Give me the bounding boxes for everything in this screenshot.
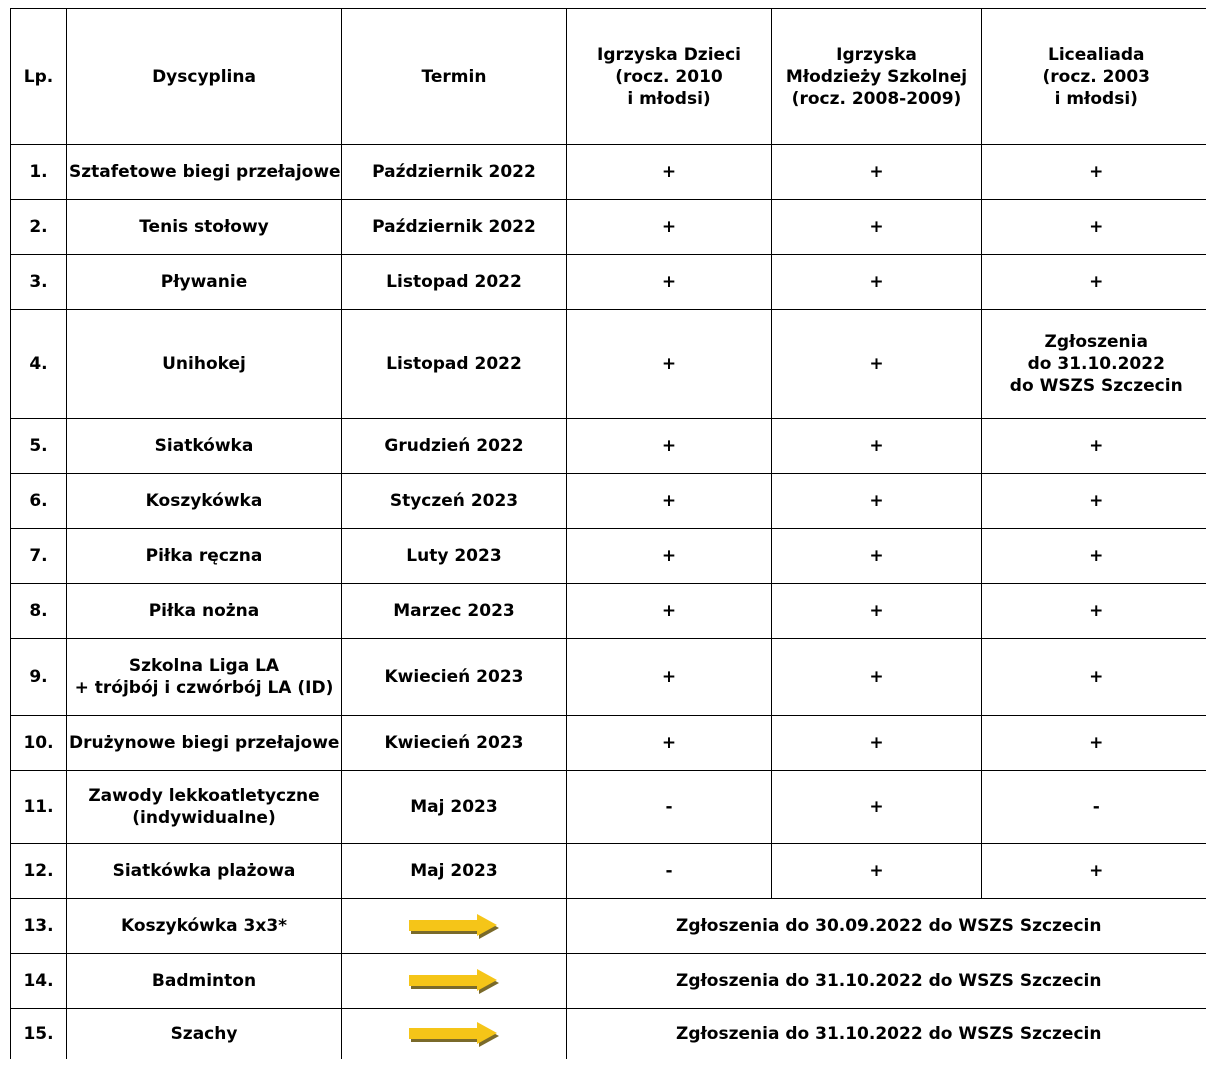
cell-dyscyplina: Piłka ręczna bbox=[67, 529, 342, 584]
cell-dyscyplina: Pływanie bbox=[67, 255, 342, 310]
cell-igrzyska-dzieci: + bbox=[567, 584, 772, 639]
cell-registration-note: Zgłoszenia do 31.10.2022 do WSZS Szczecin bbox=[567, 1009, 1206, 1060]
cell-dyscyplina: Szkolna Liga LA + trójbój i czwórbój LA (ID) bbox=[67, 639, 342, 716]
cell-registration-note: Zgłoszenia do 31.10.2022 do WSZS Szczecin bbox=[567, 954, 1206, 1009]
cell-dyscyplina: Zawody lekkoatletyczne (indywidualne) bbox=[67, 771, 342, 844]
cell-lp: 6. bbox=[11, 474, 67, 529]
cell-lp: 9. bbox=[11, 639, 67, 716]
table-row bbox=[11, 1009, 1206, 1060]
cell-dyscyplina: Siatkówka plażowa bbox=[67, 844, 342, 899]
header-igrzyska-mlodziezy: Igrzyska Młodzieży Szkolnej (rocz. 2008-2009) bbox=[772, 9, 982, 145]
cell-igrzyska-dzieci: + bbox=[567, 145, 772, 200]
cell-lp: 4. bbox=[11, 310, 67, 419]
cell-igrzyska-dzieci: + bbox=[567, 255, 772, 310]
cell-igrzyska-mlodziezy: + bbox=[772, 419, 982, 474]
cell-termin: Kwiecień 2023 bbox=[342, 639, 567, 716]
table-row bbox=[11, 310, 1206, 419]
cell-registration-note: Zgłoszenia do 30.09.2022 do WSZS Szczecin bbox=[567, 899, 1206, 954]
cell-termin: Październik 2022 bbox=[342, 145, 567, 200]
cell-igrzyska-mlodziezy: + bbox=[772, 145, 982, 200]
table-row bbox=[11, 584, 1206, 639]
header-termin: Termin bbox=[342, 9, 567, 145]
cell-termin: Kwiecień 2023 bbox=[342, 716, 567, 771]
table-row bbox=[11, 145, 1206, 200]
cell-igrzyska-dzieci: + bbox=[567, 529, 772, 584]
header-dyscyplina: Dyscyplina bbox=[67, 9, 342, 145]
cell-igrzyska-mlodziezy: + bbox=[772, 584, 982, 639]
cell-termin: Marzec 2023 bbox=[342, 584, 567, 639]
cell-licealiada: + bbox=[982, 200, 1206, 255]
cell-igrzyska-dzieci: + bbox=[567, 639, 772, 716]
header-licealiada: Licealiada (rocz. 2003 i młodsi) bbox=[982, 9, 1206, 145]
cell-igrzyska-mlodziezy: + bbox=[772, 529, 982, 584]
table-row bbox=[11, 200, 1206, 255]
cell-termin: Luty 2023 bbox=[342, 529, 567, 584]
cell-igrzyska-dzieci: + bbox=[567, 474, 772, 529]
cell-licealiada: + bbox=[982, 529, 1206, 584]
cell-lp: 15. bbox=[11, 1009, 67, 1060]
cell-igrzyska-mlodziezy: + bbox=[772, 771, 982, 844]
cell-licealiada: + bbox=[982, 844, 1206, 899]
cell-dyscyplina: Koszykówka bbox=[67, 474, 342, 529]
cell-termin-arrow bbox=[342, 1009, 567, 1060]
cell-licealiada: + bbox=[982, 584, 1206, 639]
cell-igrzyska-dzieci: + bbox=[567, 419, 772, 474]
cell-termin: Styczeń 2023 bbox=[342, 474, 567, 529]
cell-lp: 2. bbox=[11, 200, 67, 255]
cell-lp: 1. bbox=[11, 145, 67, 200]
cell-dyscyplina: Sztafetowe biegi przełajowe bbox=[67, 145, 342, 200]
cell-igrzyska-dzieci: + bbox=[567, 310, 772, 419]
header-row bbox=[11, 9, 1206, 145]
table-row bbox=[11, 419, 1206, 474]
cell-igrzyska-mlodziezy: + bbox=[772, 200, 982, 255]
cell-lp: 10. bbox=[11, 716, 67, 771]
table-row bbox=[11, 844, 1206, 899]
schedule-table bbox=[10, 8, 1206, 1059]
cell-igrzyska-mlodziezy: + bbox=[772, 716, 982, 771]
cell-igrzyska-mlodziezy: + bbox=[772, 474, 982, 529]
right-arrow-icon bbox=[407, 967, 501, 995]
cell-dyscyplina: Piłka nożna bbox=[67, 584, 342, 639]
cell-igrzyska-mlodziezy: + bbox=[772, 255, 982, 310]
cell-igrzyska-mlodziezy: + bbox=[772, 310, 982, 419]
cell-igrzyska-mlodziezy: + bbox=[772, 844, 982, 899]
cell-lp: 8. bbox=[11, 584, 67, 639]
table-row bbox=[11, 255, 1206, 310]
cell-termin: Październik 2022 bbox=[342, 200, 567, 255]
cell-termin: Listopad 2022 bbox=[342, 255, 567, 310]
cell-dyscyplina: Unihokej bbox=[67, 310, 342, 419]
cell-dyscyplina: Siatkówka bbox=[67, 419, 342, 474]
cell-termin: Maj 2023 bbox=[342, 844, 567, 899]
header-igrzyska-dzieci: Igrzyska Dzieci (rocz. 2010 i młodsi) bbox=[567, 9, 772, 145]
cell-termin: Maj 2023 bbox=[342, 771, 567, 844]
cell-lp: 14. bbox=[11, 954, 67, 1009]
cell-lp: 3. bbox=[11, 255, 67, 310]
table-row bbox=[11, 529, 1206, 584]
header-lp: Lp. bbox=[11, 9, 67, 145]
table-row bbox=[11, 954, 1206, 1009]
cell-licealiada: + bbox=[982, 474, 1206, 529]
cell-lp: 5. bbox=[11, 419, 67, 474]
cell-licealiada: + bbox=[982, 716, 1206, 771]
cell-dyscyplina: Badminton bbox=[67, 954, 342, 1009]
right-arrow-icon bbox=[407, 912, 501, 940]
cell-igrzyska-mlodziezy: + bbox=[772, 639, 982, 716]
cell-licealiada: + bbox=[982, 419, 1206, 474]
right-arrow-icon bbox=[407, 1020, 501, 1048]
table-row bbox=[11, 639, 1206, 716]
cell-lp: 13. bbox=[11, 899, 67, 954]
cell-termin-arrow bbox=[342, 899, 567, 954]
schedule-table-wrapper bbox=[10, 8, 1206, 1059]
table-row bbox=[11, 716, 1206, 771]
cell-lp: 12. bbox=[11, 844, 67, 899]
cell-termin: Grudzień 2022 bbox=[342, 419, 567, 474]
cell-licealiada: + bbox=[982, 639, 1206, 716]
table-row bbox=[11, 899, 1206, 954]
cell-termin: Listopad 2022 bbox=[342, 310, 567, 419]
cell-licealiada: + bbox=[982, 255, 1206, 310]
cell-licealiada: - bbox=[982, 771, 1206, 844]
cell-dyscyplina: Szachy bbox=[67, 1009, 342, 1060]
cell-igrzyska-dzieci: + bbox=[567, 716, 772, 771]
table-row bbox=[11, 474, 1206, 529]
cell-lp: 11. bbox=[11, 771, 67, 844]
cell-licealiada: + bbox=[982, 145, 1206, 200]
table-row bbox=[11, 771, 1206, 844]
cell-dyscyplina: Koszykówka 3x3* bbox=[67, 899, 342, 954]
cell-lp: 7. bbox=[11, 529, 67, 584]
cell-dyscyplina: Tenis stołowy bbox=[67, 200, 342, 255]
cell-igrzyska-dzieci: - bbox=[567, 771, 772, 844]
cell-igrzyska-dzieci: - bbox=[567, 844, 772, 899]
cell-igrzyska-dzieci: + bbox=[567, 200, 772, 255]
cell-termin-arrow bbox=[342, 954, 567, 1009]
cell-dyscyplina: Drużynowe biegi przełajowe bbox=[67, 716, 342, 771]
cell-licealiada: Zgłoszenia do 31.10.2022 do WSZS Szczecin bbox=[982, 310, 1206, 419]
